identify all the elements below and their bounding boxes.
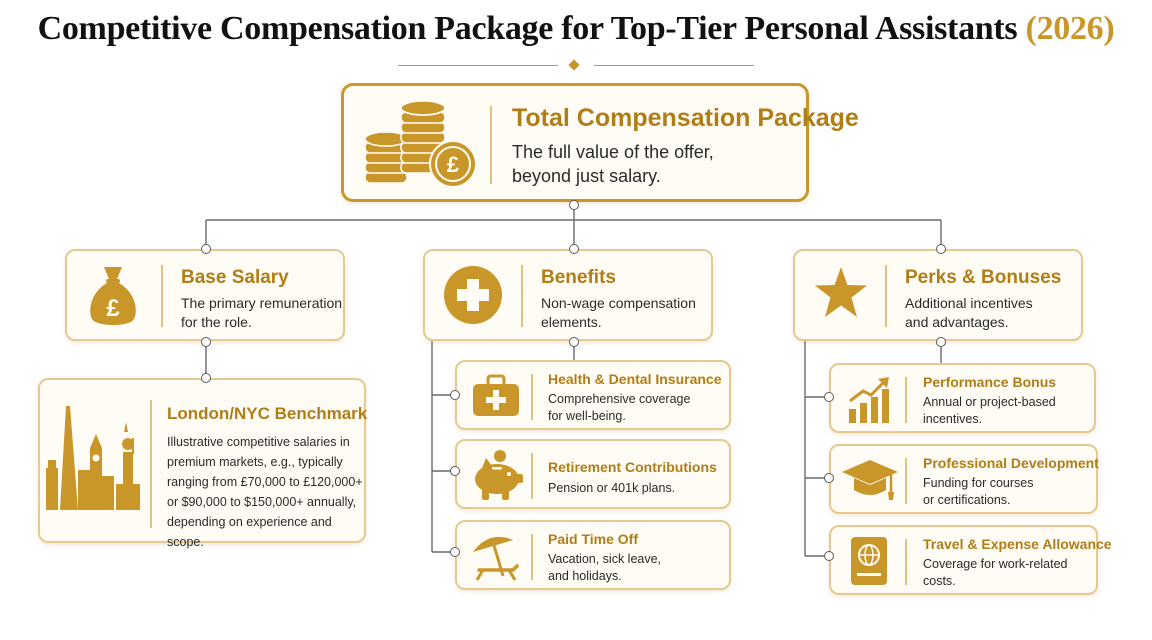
passport-icon xyxy=(849,535,889,587)
base-salary-divider xyxy=(161,265,163,327)
benchmark-line-1: Illustrative competitive salaries in xyxy=(167,435,350,449)
health-dental-line-2: for well-being. xyxy=(548,409,626,423)
root-heading: Total Compensation Package xyxy=(512,104,859,132)
health-dental-divider xyxy=(531,374,533,420)
benchmark-heading: London/NYC Benchmark xyxy=(167,404,368,423)
benchmark-line-3: ranging from £70,000 to £120,000+ xyxy=(167,475,363,489)
health-dental-card xyxy=(455,360,731,430)
connector-node-benefits xyxy=(569,244,579,254)
benchmark-line-5: depending on experience and scope. xyxy=(167,515,332,549)
base-salary-heading: Base Salary xyxy=(181,267,289,288)
benchmark-card xyxy=(38,378,368,549)
connector-node-base-salary xyxy=(201,244,211,254)
perks-line-2: and advantages. xyxy=(905,314,1009,330)
connector-node-benchmark xyxy=(201,373,211,383)
connector-node-travel xyxy=(824,551,834,561)
base-salary-line-1: The primary remuneration xyxy=(181,295,343,311)
beach-umbrella-icon xyxy=(469,530,525,582)
star-icon xyxy=(813,265,869,321)
connector-node-development xyxy=(824,473,834,483)
retirement-card xyxy=(455,439,731,509)
retirement-line-1: Pension or 401k plans. xyxy=(548,481,676,495)
connector-node-performance xyxy=(824,392,834,402)
benefits-divider xyxy=(521,265,523,327)
perks-divider xyxy=(885,265,887,327)
performance-bonus-heading: Performance Bonus xyxy=(923,374,1057,390)
svg-text:£: £ xyxy=(106,295,120,322)
benefits-card xyxy=(423,249,713,341)
connector-node-retirement xyxy=(450,466,460,476)
travel-expense-card xyxy=(829,525,1112,595)
benefits-line-1: Non-wage compensation xyxy=(541,295,696,311)
first-aid-kit-icon xyxy=(472,374,520,418)
retirement-divider xyxy=(531,453,533,499)
root-divider xyxy=(490,106,492,184)
benefits-line-2: elements. xyxy=(541,314,602,330)
travel-expense-line-2: costs. xyxy=(923,574,956,588)
city-skyline-icon xyxy=(46,398,142,514)
title-year: (2026) xyxy=(1025,10,1115,47)
connector-node-benefits-bottom xyxy=(569,337,579,347)
paid-time-off-line-2: and holidays. xyxy=(548,569,622,583)
perks-line-1: Additional incentives xyxy=(905,295,1033,311)
professional-development-heading: Professional Development xyxy=(923,455,1099,471)
professional-development-line-2: or certifications. xyxy=(923,493,1011,507)
connector-node-perks xyxy=(936,244,946,254)
travel-expense-line-1: Coverage for work-related xyxy=(923,557,1068,571)
money-bag-pound-icon xyxy=(86,263,140,329)
piggy-bank-icon xyxy=(470,448,524,502)
base-salary-card xyxy=(65,249,345,341)
connector-node-root xyxy=(569,200,579,210)
root-line-2: beyond just salary. xyxy=(512,166,661,186)
title-main: Competitive Compensation Package for Top-Tier Personal Assistants xyxy=(37,10,1026,47)
svg-text:£: £ xyxy=(446,152,460,177)
coins-pound-icon xyxy=(361,98,481,188)
travel-expense-heading: Travel & Expense Allowance xyxy=(923,536,1112,552)
benchmark-divider xyxy=(150,400,152,528)
base-salary-line-2: for the role. xyxy=(181,314,252,330)
medical-cross-icon xyxy=(443,265,503,325)
graduation-cap-icon xyxy=(841,458,899,504)
connector-node-pto xyxy=(450,547,460,557)
connector-node-perks-bottom xyxy=(936,337,946,347)
perks-heading: Perks & Bonuses xyxy=(905,267,1062,288)
performance-bonus-card xyxy=(829,363,1096,433)
health-dental-heading: Health & Dental Insurance xyxy=(548,371,722,387)
benchmark-line-4: or $90,000 to $150,000+ annually, xyxy=(167,495,357,509)
connector-node-health xyxy=(450,390,460,400)
perks-card xyxy=(793,249,1083,341)
paid-time-off-heading: Paid Time Off xyxy=(548,531,638,547)
benefits-heading: Benefits xyxy=(541,267,616,288)
professional-development-card xyxy=(829,444,1098,514)
benchmark-line-2: premium markets, e.g., typically xyxy=(167,455,343,469)
professional-development-divider xyxy=(905,458,907,504)
paid-time-off-line-1: Vacation, sick leave, xyxy=(548,552,662,566)
health-dental-line-1: Comprehensive coverage xyxy=(548,392,691,406)
root-card xyxy=(341,83,859,202)
benchmark-text xyxy=(167,432,364,552)
connector-node-base-salary-bottom xyxy=(201,337,211,347)
performance-bonus-line-2: incentives. xyxy=(923,412,983,426)
performance-bonus-line-1: Annual or project-based xyxy=(923,395,1056,409)
growth-chart-icon xyxy=(847,375,893,425)
paid-time-off-divider xyxy=(531,534,533,580)
performance-bonus-divider xyxy=(905,377,907,423)
travel-expense-divider xyxy=(905,539,907,585)
root-line-1: The full value of the offer, xyxy=(512,142,714,162)
professional-development-line-1: Funding for courses xyxy=(923,476,1034,490)
paid-time-off-card xyxy=(455,520,731,590)
retirement-heading: Retirement Contributions xyxy=(548,459,717,475)
